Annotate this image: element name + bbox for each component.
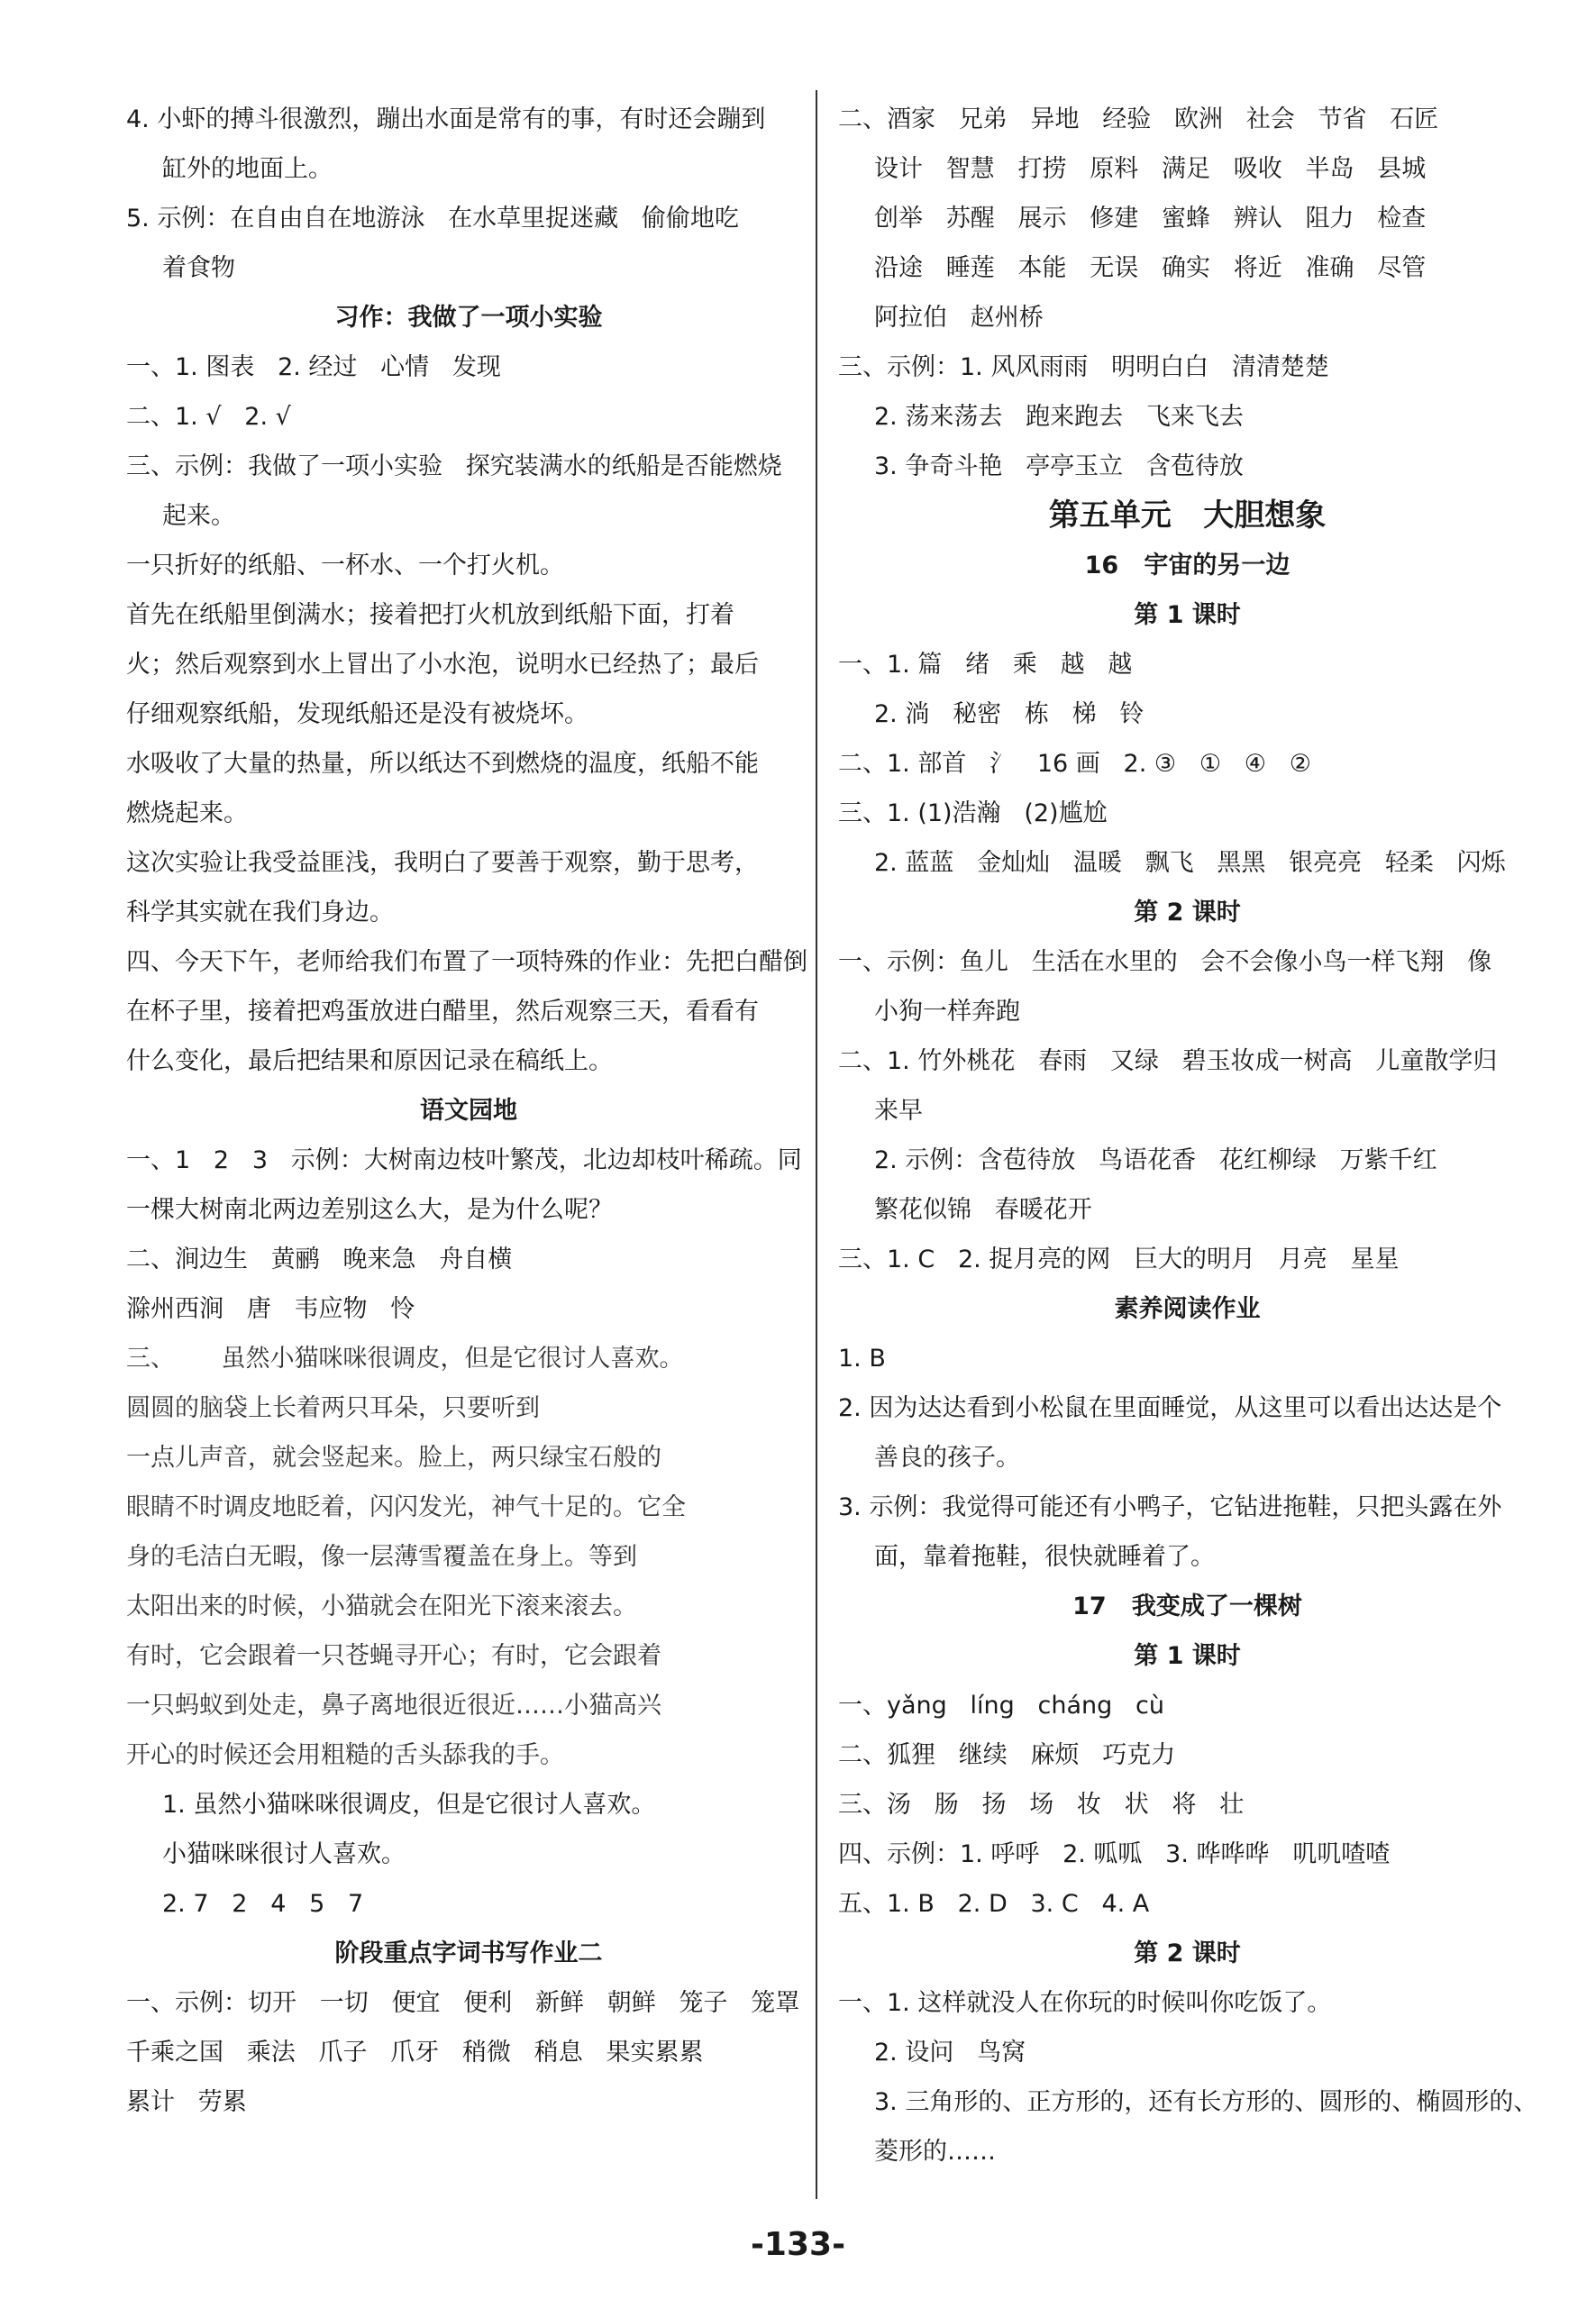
left-line: 4. 小虾的搏斗很激烈，蹦出水面是常有的事，有时还会蹦到: [126, 105, 766, 133]
left-line: 燃烧起来。: [126, 799, 248, 827]
right-line: 阿拉伯 赵州桥: [874, 304, 1044, 332]
left-line: 缸外的地面上。: [162, 155, 333, 183]
right-line: 二、1. 部首 氵 16 画 2. ③ ① ④ ②: [838, 750, 1311, 778]
right-line: 菱形的……: [874, 2138, 996, 2166]
right-line: 来早: [874, 1097, 923, 1125]
right-line: 17 我变成了一棵树: [1072, 1592, 1302, 1620]
right-line: 小狗一样奔跑: [874, 998, 1020, 1026]
right-line: 善良的孩子。: [874, 1444, 1020, 1472]
left-line: 一、示例：切开 一切 便宜 便利 新鲜 朝鲜 笼子 笼罩: [126, 1989, 800, 2017]
left-line: 语文园地: [420, 1097, 517, 1125]
left-line: 开心的时候还会用粗糙的舌头舔我的手。: [126, 1741, 564, 1769]
left-line: 科学其实就在我们身边。: [126, 899, 394, 926]
right-line: 一、yǎng líng cháng cù: [838, 1692, 1164, 1720]
left-line: 一只蚂蚁到处走，鼻子离地很近很近……小猫高兴: [126, 1692, 661, 1720]
left-line: 水吸收了大量的热量，所以纸达不到燃烧的温度，纸船不能: [126, 750, 759, 778]
left-line: 有时，它会跟着一只苍蝇寻开心；有时，它会跟着: [126, 1642, 661, 1670]
left-line: 一棵大树南北两边差别这么大，是为什么呢？: [126, 1196, 613, 1224]
right-line: 2. 荡来荡去 跑来跑去 飞来飞去: [874, 403, 1244, 431]
right-line: 沿途 睡莲 本能 无误 确实 将近 准确 尽管: [874, 254, 1427, 282]
right-line: 2. 蓝蓝 金灿灿 温暖 飘飞 黑黑 银亮亮 轻柔 闪烁: [874, 849, 1506, 877]
right-line: 三、汤 肠 扬 场 妆 状 将 壮: [838, 1791, 1245, 1819]
right-line: 面，靠着拖鞋，很快就睡着了。: [874, 1543, 1215, 1571]
right-line: 二、狐狸 继续 麻烦 巧克力: [838, 1741, 1176, 1769]
left-line: 二、1. √ 2. √: [126, 403, 291, 431]
left-line: 习作：我做了一项小实验: [334, 304, 603, 332]
left-line: 圆圆的脑袋上长着两只耳朵，只要听到: [126, 1394, 540, 1422]
left-line: 阶段重点字词书写作业二: [334, 1939, 603, 1967]
left-line: 起来。: [162, 502, 235, 530]
left-line: 在杯子里，接着把鸡蛋放进白醋里，然后观察三天，看看有: [126, 998, 759, 1026]
right-line: 3. 三角形的、正方形的，还有长方形的、圆形的、椭圆形的、: [874, 2088, 1538, 2116]
right-line: 第 2 课时: [1134, 1939, 1241, 1967]
right-line: 第 1 课时: [1134, 601, 1241, 629]
left-line: 三、示例：我做了一项小实验 探究装满水的纸船是否能燃烧: [126, 452, 782, 480]
left-line: 三、 虽然小猫咪咪很调皮，但是它很讨人喜欢。: [126, 1345, 684, 1373]
left-line: 一点儿声音，就会竖起来。脸上，两只绿宝石般的: [126, 1444, 661, 1472]
right-line: 2. 淌 秘密 栋 梯 铃: [874, 700, 1145, 728]
left-line: 1. 虽然小猫咪咪很调皮，但是它很讨人喜欢。: [162, 1791, 656, 1819]
left-line: 累计 劳累: [126, 2088, 247, 2116]
right-line: 三、示例：1. 风风雨雨 明明白白 清清楚楚: [838, 353, 1329, 381]
right-line: 设计 智慧 打捞 原料 满足 吸收 半岛 县城: [874, 155, 1427, 183]
right-line: 2. 因为达达看到小松鼠在里面睡觉，从这里可以看出达达是个: [838, 1394, 1502, 1422]
right-line: 素养阅读作业: [1114, 1295, 1261, 1323]
left-line: 千乘之国 乘法 爪子 爪牙 稍微 稍息 果实累累: [126, 2039, 704, 2067]
column-divider: [816, 90, 817, 2199]
left-line: 着食物: [162, 254, 235, 282]
right-line: 3. 争奇斗艳 亭亭玉立 含苞待放: [874, 452, 1244, 480]
left-column: [126, 95, 811, 2127]
right-line: 第 1 课时: [1134, 1642, 1241, 1670]
left-line: 这次实验让我受益匪浅，我明白了要善于观察，勤于思考，: [126, 849, 759, 877]
right-line: 第五单元 大胆想象: [1048, 497, 1327, 534]
right-line: 四、示例：1. 呼呼 2. 呱呱 3. 哗哗哗 叽叽喳喳: [838, 1840, 1391, 1868]
right-line: 三、1. (1)浩瀚 (2)尴尬: [838, 799, 1108, 827]
right-line: 一、1. 这样就没人在你玩的时候叫你吃饭了。: [838, 1989, 1332, 2017]
left-line: 太阳出来的时候，小猫就会在阳光下滚来滚去。: [126, 1592, 637, 1620]
right-line: 繁花似锦 春暖花开: [874, 1196, 1092, 1224]
right-line: 2. 示例：含苞待放 鸟语花香 花红柳绿 万紫千红: [874, 1146, 1437, 1174]
right-line: 二、酒家 兄弟 异地 经验 欧洲 社会 节省 石匠: [838, 105, 1439, 133]
right-line: 三、1. C 2. 捉月亮的网 巨大的明月 月亮 星星: [838, 1246, 1400, 1273]
right-line: 3. 示例：我觉得可能还有小鸭子，它钻进拖鞋，只把头露在外: [838, 1493, 1502, 1521]
left-line: 一、1. 图表 2. 经过 心情 发现: [126, 353, 501, 381]
right-line: 一、示例：鱼儿 生活在水里的 会不会像小鸟一样飞翔 像: [838, 948, 1492, 976]
right-line: 16 宇宙的另一边: [1084, 552, 1290, 580]
right-line: 二、1. 竹外桃花 春雨 又绿 碧玉妆成一树高 儿童散学归: [838, 1047, 1498, 1075]
right-line: 五、1. B 2. D 3. C 4. A: [838, 1890, 1150, 1918]
left-line: 眼睛不时调皮地眨着，闪闪发光，神气十足的。它全: [126, 1493, 686, 1521]
right-line: 第 2 课时: [1134, 899, 1241, 926]
left-line: 首先在纸船里倒满水；接着把打火机放到纸船下面，打着: [126, 601, 734, 629]
left-line: 二、涧边生 黄鹂 晚来急 舟自横: [126, 1246, 513, 1273]
left-line: 一只折好的纸船、一杯水、一个打火机。: [126, 552, 564, 580]
left-line: 身的毛洁白无暇，像一层薄雪覆盖在身上。等到: [126, 1543, 637, 1571]
left-line: 一、1 2 3 示例：大树南边枝叶繁茂，北边却枝叶稀疏。同: [126, 1146, 802, 1174]
right-line: 创举 苏醒 展示 修建 蜜蜂 辨认 阻力 检查: [874, 205, 1427, 233]
left-line: 四、今天下午，老师给我们布置了一项特殊的作业：先把白醋倒: [126, 948, 807, 976]
left-line: 滁州西涧 唐 韦应物 怜: [126, 1295, 415, 1323]
left-line: 什么变化，最后把结果和原因记录在稿纸上。: [126, 1047, 613, 1075]
right-line: 1. B: [838, 1345, 886, 1373]
right-line: 一、1. 篇 绪 乘 越 越: [838, 651, 1133, 679]
right-line: 2. 设问 鸟窝: [874, 2039, 1026, 2067]
page-number: -133-: [750, 2226, 846, 2263]
left-line: 仔细观察纸船，发现纸船还是没有被烧坏。: [126, 700, 588, 728]
left-line: 火；然后观察到水上冒出了小水泡，说明水已经热了；最后: [126, 651, 759, 679]
right-column: [838, 95, 1537, 2177]
left-line: 5. 示例：在自由自在地游泳 在水草里捉迷藏 偷偷地吃: [126, 205, 739, 233]
left-line: 小猫咪咪很讨人喜欢。: [162, 1840, 406, 1868]
left-line: 2. 7 2 4 5 7: [162, 1890, 364, 1918]
